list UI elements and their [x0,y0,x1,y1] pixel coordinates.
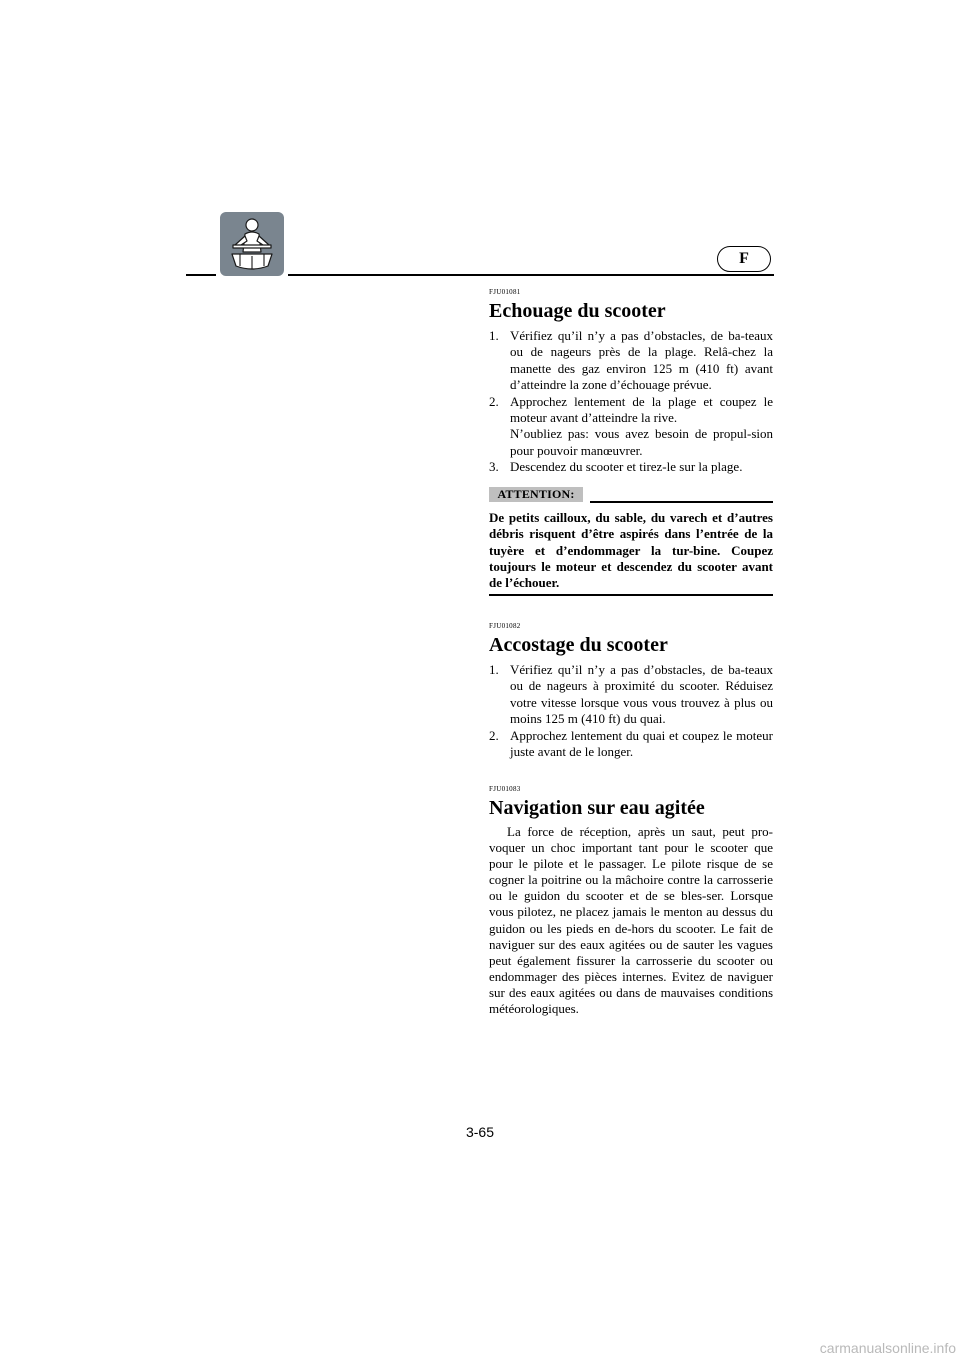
item-text: Approchez lentement de la plage et coupez le moteur avant d’atteindre la rive. [510,393,773,426]
jet-ski-rider-icon [220,212,284,276]
attention-text: De petits cailloux, du sable, du varech et d’autres débris risquent d’être aspirés dans l’entrée de la tuyère et d’endommager la tur-bine. Coupez toujours le moteur et descendez du scooter avant de l’échouer. [489,510,773,591]
item-number: 3. [489,459,499,475]
section-code: FJU01083 [489,785,521,793]
item-number: 2. [489,393,499,409]
section-title: Accostage du scooter [489,634,668,656]
item-text: Vérifiez qu’il n’y a pas d’obstacles, de ba-teaux ou de nageurs près de la plage. Relâ-chez la manette des gaz environ 125 m (410 ft) avant d’atteindre la zone d’échouage prévue. [510,328,773,393]
section-navigation [489,785,773,1017]
attention-header [489,487,773,503]
body-paragraph: La force de réception, après un saut, peut pro-voquer un choc important tant pour le scooter que pour le pilote et le passager. Le pilote risque de se cogner la poitrine ou la mâchoire contre la carrosserie ou le guidon du scooter et de se bles-ser. Lorsque vous pilotez, ne placez jamais le menton au dessus du guidon ou les pieds en de-hors du scooter. Le fait de naviguer sur des eaux agitées ou de sauter les vagues peut également fissurer la carrosserie du scooter ou endommager des pièces internes. Evitez de naviguer sur des eaux agitées ou dans de mauvaises conditions météorologiques. [489,824,773,1017]
header-rule-right [288,274,774,276]
item-text: Descendez du scooter et tirez-le sur la plage. [510,459,743,475]
item-number: 1. [489,662,499,677]
section-code: FJU01081 [489,288,521,296]
language-badge: F [717,246,771,272]
attention-bottom-rule [489,594,773,596]
list-item [489,394,773,427]
section-title: Navigation sur eau agitée [489,797,705,819]
item-note: N’oubliez pas: vous avez besoin de propul-sion pour pouvoir manœuvrer. [510,426,773,458]
step-list [489,662,773,760]
item-number: 1. [489,328,499,343]
header-rule-left [186,274,216,276]
section-code: FJU01082 [489,622,521,630]
section-title: Echouage du scooter [489,300,666,322]
list-item [489,328,773,394]
list-item [489,662,773,728]
list-item [489,728,773,761]
list-item [489,459,773,475]
attention-label: ATTENTION: [489,487,583,502]
item-text: Approchez lentement du quai et coupez le moteur juste avant de le longer. [510,727,773,760]
page-number: 3-65 [465,1124,495,1140]
section-echouage [489,288,773,476]
step-list [489,328,773,476]
item-text: Vérifiez qu’il n’y a pas d’obstacles, de ba-teaux ou de nageurs à proximité du scooter. Réduisez votre vitesse lorsque vous vous trouvez à plus ou moins 125 m (410 ft) du quai. [510,662,773,727]
attention-top-rule [590,501,773,503]
section-accostage [489,622,773,760]
watermark: carmanualsonline.info [819,1340,956,1356]
item-number: 2. [489,727,499,743]
